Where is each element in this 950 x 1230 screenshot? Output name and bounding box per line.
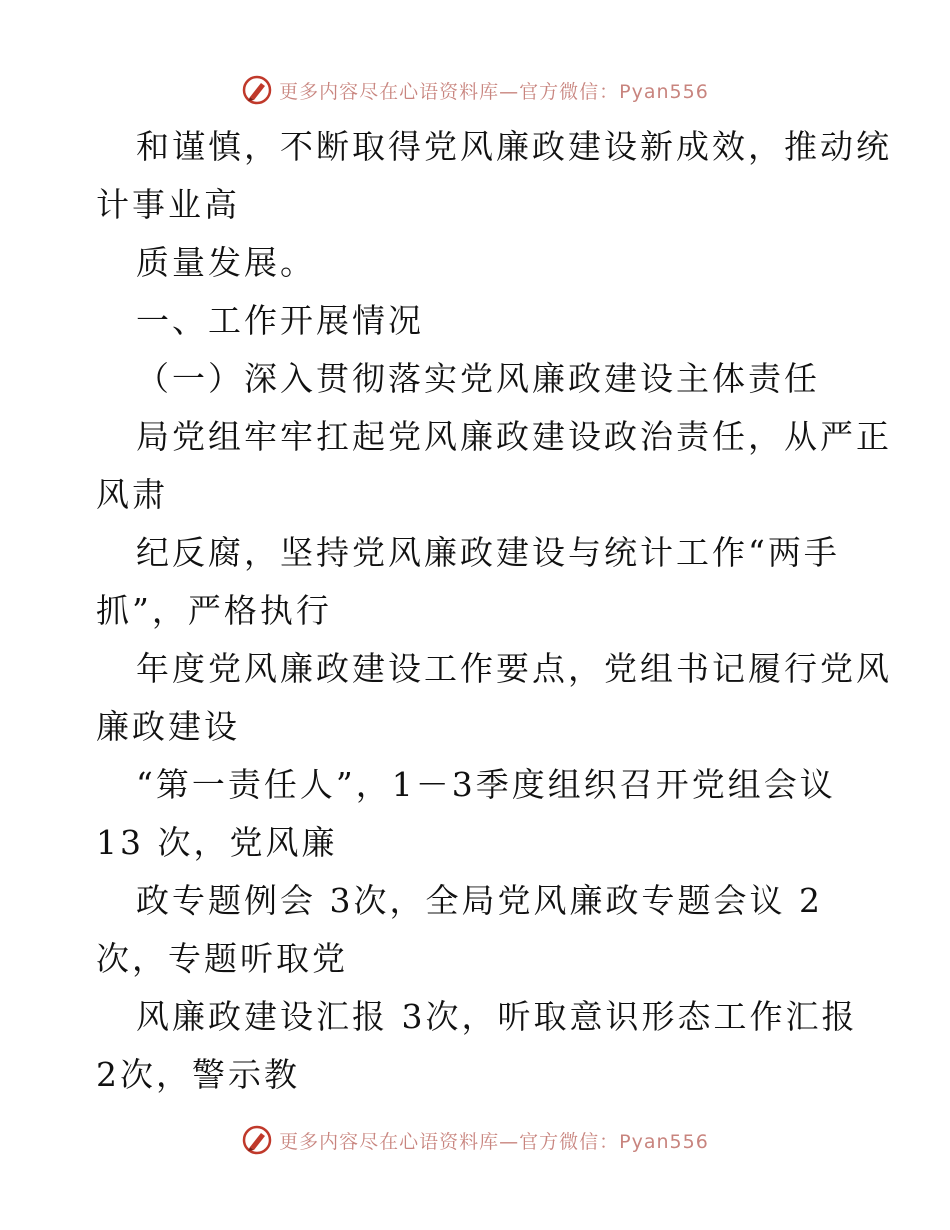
document-line: 2次，警示教 (96, 1055, 300, 1094)
document-line: （一）深入贯彻落实党风廉政建设主体责任 (136, 359, 820, 398)
document-line: 廉政建设 (96, 707, 240, 746)
header-banner (0, 70, 950, 110)
document-line: 一、工作开展情况 (136, 301, 424, 340)
document-line: 质量发展。 (136, 243, 316, 282)
document-line: 风肃 (96, 475, 168, 514)
footer-banner-text: 更多内容尽在心语资料库—官方微信：Pyan556 (279, 1130, 709, 1153)
document-line: 和谨慎，不断取得党风廉政建设新成效，推动统 (136, 127, 892, 166)
document-line: 13 次，党风廉 (96, 823, 338, 862)
pen-logo-icon (241, 1124, 273, 1156)
pen-logo-icon (241, 74, 273, 106)
document-line: 次，专题听取党 (96, 939, 348, 978)
document-line: 风廉政建设汇报 3次，听取意识形态工作汇报 (136, 997, 858, 1036)
document-line: “第一责任人”，1－3季度组织召开党组会议 (136, 765, 836, 804)
document-line: 局党组牢牢扛起党风廉政建设政治责任，从严正 (136, 417, 892, 456)
document-line: 纪反腐，坚持党风廉政建设与统计工作“两手 (136, 533, 840, 572)
document-line: 计事业高 (96, 185, 240, 224)
footer-banner (0, 1120, 950, 1160)
document-line: 抓”，严格执行 (96, 591, 332, 630)
document-body (96, 118, 892, 1104)
document-line: 年度党风廉政建设工作要点，党组书记履行党风 (136, 649, 892, 688)
header-banner-text: 更多内容尽在心语资料库—官方微信：Pyan556 (279, 80, 709, 103)
document-line: 政专题例会 3次，全局党风廉政专题会议 2 (136, 881, 823, 920)
